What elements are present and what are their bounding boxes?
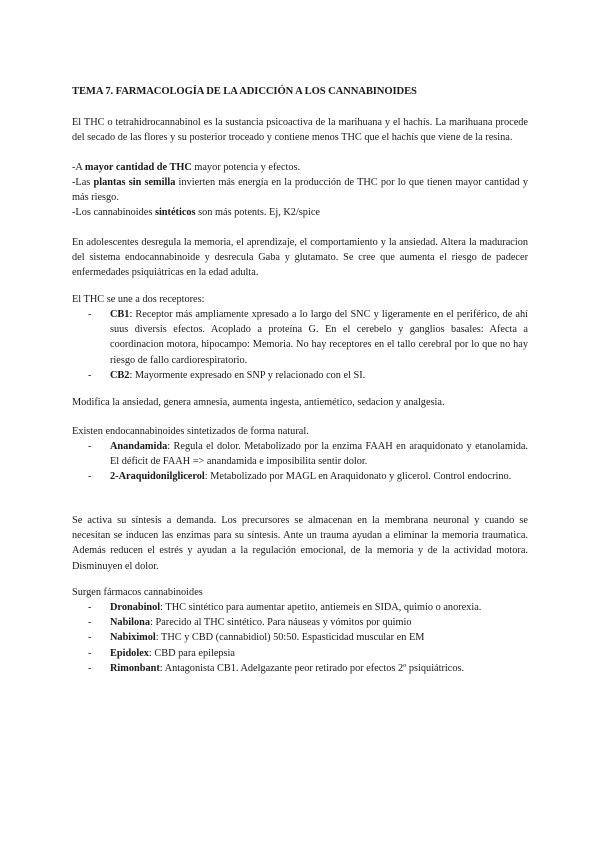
drugs-intro: Surgen fármacos cannabinoides <box>72 587 203 598</box>
intro-item-2: -Las plantas sin semilla invierten más energía en la producción de THC por lo que tienen mayor cantidad y más riesgo. <box>72 177 528 204</box>
list-item: - CB2: Mayormente expresado en SNP y relacionado con el SI. <box>88 369 366 381</box>
drugs-list <box>72 600 528 676</box>
endocannabinoids-intro: Existen endocannabinoides sintetizados de forma natural. <box>72 426 309 437</box>
synthesis-paragraph: Se activa su síntesis a demanda. Los precursores se almacenan en la membrana neuronal y cuando se necesitan se inducen las enzimas para su síntesis. Ante un trauma ayudan a eliminar la memoria traumatica. Además reducen el estrés y ayudan a la regulación emocional, de la memoria y de la actividad motora. Disminuyen el dolor. <box>72 515 528 572</box>
intro-item-1: -A mayor cantidad de THC mayor potencia y efectos. <box>72 162 301 173</box>
modifies-paragraph: Modifica la ansiedad, genera amnesia, aumenta ingesta, antiemético, sedacion y analgesia. <box>72 397 445 408</box>
list-item: - Rimonbant: Antagonista CB1. Adelgazante peor retirado por efectos 2º psiquiátricos. <box>88 662 465 674</box>
intro-item-3: -Los cannabinoides sintéticos son más potents. Ej, K2/spice <box>72 207 320 218</box>
list-item: - Dronabinol: THC sintético para aumentar apetito, antiemeis en SIDA, quimio o anorexia. <box>88 602 482 613</box>
endocannabinoids-list <box>72 439 528 485</box>
adolescents-paragraph: En adolescentes desregula la memoria, el aprendizaje, el comportamiento y la ansiedad. Altera la maduracion del sistema endocannabinoide y desrecula Gaba y glutamato. Se cree que aumenta el riesgo de padecer enfermedades psiquiátricas en la edad adulta. <box>72 237 528 279</box>
list-item: - Nabilona: Parecido al THC sintético. Para náuseas y vómitos por quimio <box>88 617 412 629</box>
list-item: - 2-Araquidonilglicerol: Metabolizado por MAGL en Araquidonato y glicerol. Control endocrino. <box>88 471 512 483</box>
list-item: - Epidolex: CBD para epilepsia <box>88 647 235 659</box>
list-item: - CB1: Receptor más ampliamente xpresado a lo largo del SNC y ligeramente en el periférico, de ahí suus diversis efectos. Acoplado a proteína G. En el cerebelo y ganglios basales: Afecta a coordinacion motora, hipocampo: Memoria. No hay receptores en el tallo cerebral por lo que no hay riesgo de fallo cardiorespiratorio. <box>88 309 528 366</box>
receptors-intro: El THC se une a dos receptores: <box>72 294 205 305</box>
intro-paragraph: El THC o tetrahidrocannabinol es la sustancia psicoactiva de la marihuana y el hachís. La marihuana procede del secado de las flores y su posterior troceado y contiene menos THC que el hachís que viene de la resina. <box>72 117 528 144</box>
list-item: - Anandamida: Regula el dolor. Metabolizado por la enzima FAAH en araquidonato y etanolamida. El déficit de FAAH => anandamida e imposibilita sentir dolor. <box>88 441 528 468</box>
page-title: TEMA 7. FARMACOLOGÍA DE LA ADICCIÓN A LOS CANNABINOIDES <box>72 86 417 97</box>
list-item: - Nabiximol: THC y CBD (cannabidiol) 50:50. Espasticidad muscular en EM <box>88 632 425 644</box>
receptors-list <box>72 307 528 383</box>
